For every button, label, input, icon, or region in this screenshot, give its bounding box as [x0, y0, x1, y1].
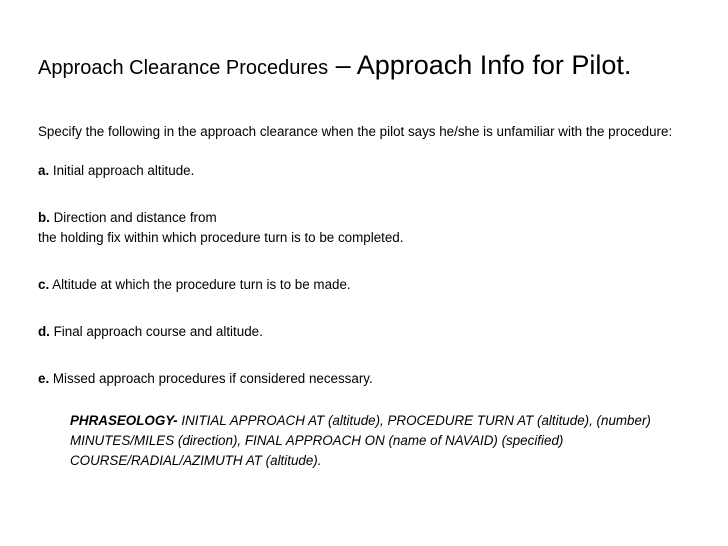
phraseology-block [70, 411, 698, 471]
item-letter: b. [38, 210, 50, 225]
item-text: Altitude at which the procedure turn is to be made. [49, 277, 351, 292]
title-main: Approach Clearance Procedures [38, 57, 329, 79]
item-letter: c. [38, 277, 50, 292]
slide-body [38, 122, 698, 484]
item-text: Final approach course and altitude. [49, 324, 263, 339]
item-text: Missed approach procedures if considered necessary. [49, 371, 373, 386]
item-text: Initial approach altitude. [49, 163, 195, 178]
list-item-b [38, 208, 698, 248]
title-separator: – [328, 50, 357, 80]
list-item-a [38, 161, 698, 181]
list-item-e [38, 369, 698, 389]
title-sub: Approach Info for Pilot. [356, 50, 632, 80]
phraseology-label: PHRASEOLOGY- [70, 413, 178, 428]
list-item-c [38, 275, 698, 295]
phraseology-text: INITIAL APPROACH AT (altitude), PROCEDURE TURN AT (altitude), (number) MINUTES/MILES (direction), FINAL APPROACH ON (name of NAVAID) (specified) COURSE/RADIAL/AZIMUTH AT (altitude). [70, 413, 651, 468]
intro-text: Specify the following in the approach clearance when the pilot says he/she is unfamiliar with the procedure: [38, 124, 673, 139]
list-item-d [38, 322, 698, 342]
item-letter: e. [38, 371, 50, 386]
slide-title [38, 52, 631, 79]
item-letter: d. [38, 324, 50, 339]
item-letter: a. [38, 163, 50, 178]
item-text-continued: the holding fix within which procedure turn is to be completed. [38, 230, 404, 245]
item-text: Direction and distance from [49, 210, 217, 225]
